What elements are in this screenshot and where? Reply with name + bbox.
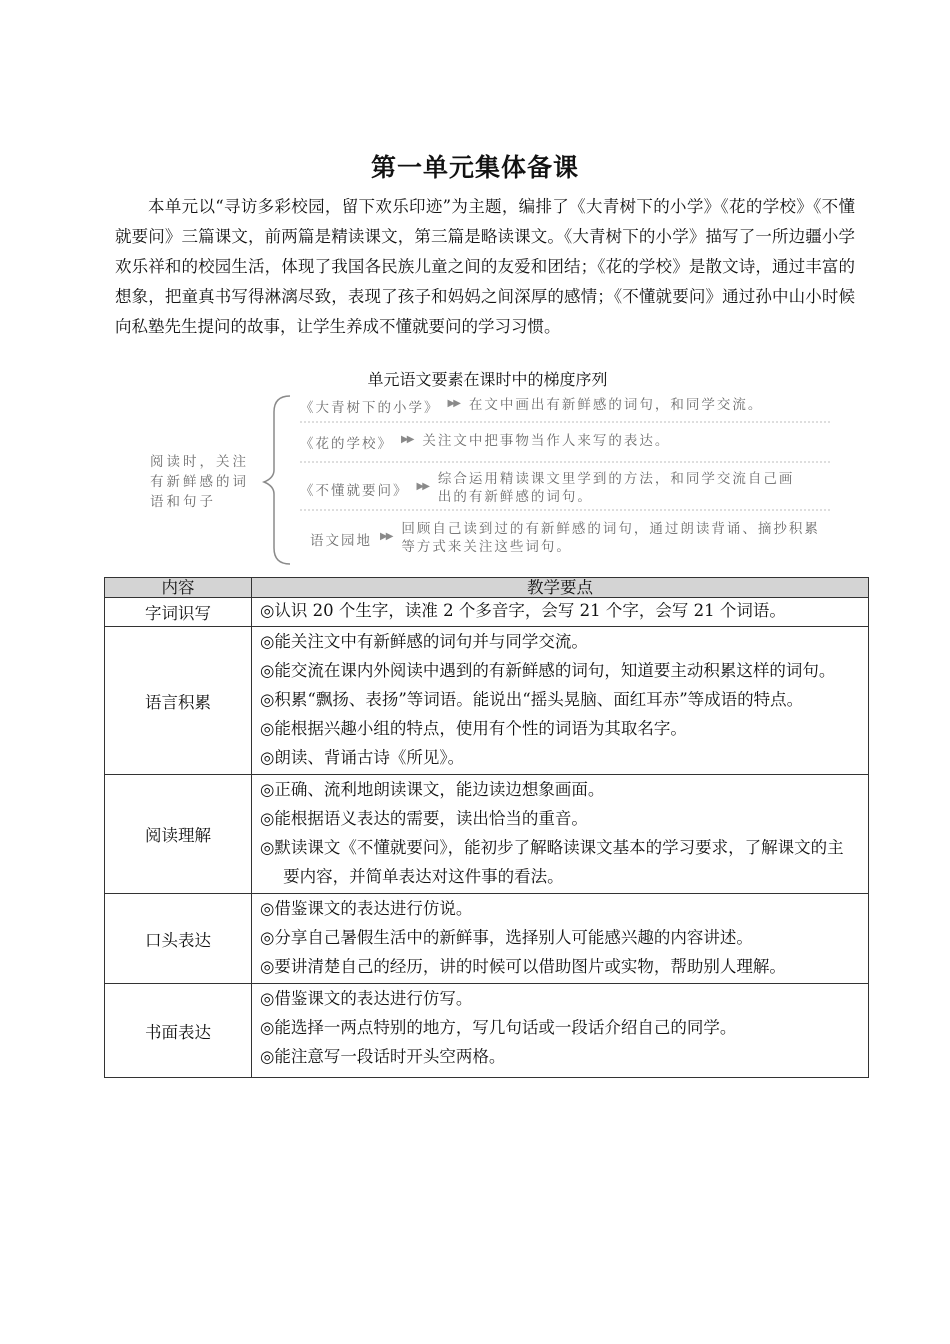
figure-desc: 关注文中把事物当作人来写的表达。 xyxy=(422,433,671,449)
row-category: 书面表达 xyxy=(105,984,252,1078)
table-row xyxy=(105,894,869,984)
figure-row xyxy=(300,432,670,452)
teaching-point: ◎默读课文《不懂就要问》，能初步了解略读课文基本的学习要求，了解课文的主要内容，并简单表达对这件事的看法。 xyxy=(260,838,844,886)
figure-row xyxy=(300,520,821,556)
row-points xyxy=(252,894,869,984)
teaching-point: ◎借鉴课文的表达进行仿写。 xyxy=(260,989,473,1008)
teaching-point: ◎能根据兴趣小组的特点，使用有个性的词语为其取名字。 xyxy=(260,719,687,738)
teaching-point: ◎能选择一两点特别的地方，写几句话或一段话介绍自己的同学。 xyxy=(260,1018,737,1037)
table-row xyxy=(105,984,869,1078)
header-content: 内容 xyxy=(105,578,252,598)
table-row xyxy=(105,627,869,775)
teaching-point: ◎分享自己暑假生活中的新鲜事，选择别人可能感兴趣的内容讲述。 xyxy=(260,928,753,947)
row-points xyxy=(252,598,869,627)
arrow-icon: ▶▶ xyxy=(447,398,459,409)
figure-row xyxy=(300,396,763,416)
teaching-point: ◎能注意写一段话时开头空两格。 xyxy=(260,1047,506,1066)
gradient-sequence-figure xyxy=(140,390,840,565)
teaching-point: ◎能根据语义表达的需要，读出恰当的重音。 xyxy=(260,809,588,828)
figure-desc: 回顾自己读到过的有新鲜感的词句，通过朗读背诵、摘抄积累等方式来关注这些词句。 xyxy=(401,521,820,555)
teaching-point: ◎朗读、背诵古诗《所见》。 xyxy=(260,748,465,767)
table-row xyxy=(105,598,869,627)
row-category: 口头表达 xyxy=(105,894,252,984)
arrow-icon: ▶▶ xyxy=(380,531,392,542)
curly-brace xyxy=(264,396,290,564)
teaching-point: ◎积累“飘扬、表扬”等词语。能说出“摇头晃脑、面红耳赤”等成语的特点。 xyxy=(260,690,804,709)
table-header-row xyxy=(105,578,869,598)
teaching-point: ◎能关注文中有新鲜感的词句并与同学交流。 xyxy=(260,632,588,651)
arrow-icon: ▶▶ xyxy=(401,434,413,445)
row-points xyxy=(252,627,869,775)
page-title: 第一单元集体备课 xyxy=(370,153,579,182)
figure-desc: 在文中画出有新鲜感的词句，和同学交流。 xyxy=(468,397,764,413)
row-category: 字词识写 xyxy=(105,598,252,627)
figure-lesson: 语文园地 xyxy=(310,533,372,549)
row-category: 阅读理解 xyxy=(105,775,252,894)
figure-lesson: 《不懂就要问》 xyxy=(300,483,409,499)
row-points xyxy=(252,984,869,1078)
figure-lesson: 《花的学校》 xyxy=(300,436,393,452)
arrow-icon: ▶▶ xyxy=(416,481,428,492)
teaching-point: ◎认识 20 个生字，读准 2 个多音字，会写 21 个字，会写 21 个词语。 xyxy=(260,601,786,620)
header-key-points: 教学要点 xyxy=(252,578,869,598)
teaching-point: ◎正确、流利地朗读课文，能边读边想象画面。 xyxy=(260,780,605,799)
teaching-point: ◎要讲清楚自己的经历，讲的时候可以借助图片或实物，帮助别人理解。 xyxy=(260,957,786,976)
figure-lesson: 《大青树下的小学》 xyxy=(300,400,440,416)
intro-paragraph: 本单元以“寻访多彩校园，留下欢乐印迹”为主题，编排了《大青树下的小学》《花的学校》《不懂就要问》三篇课文，前两篇是精读课文，第三篇是略读课文。《大青树下的小学》描写了一所边疆小学欢乐祥和的校园生活，体现了我国各民族儿童之间的友爱和团结；《花的学校》是散文诗，通过丰富的想象，把童真书写得淋漓尽致，表现了孩子和妈妈之间深厚的感情；《不懂就要问》通过孙中山小时候向私塾先生提问的故事，让学生养成不懂就要问的学习习惯。 xyxy=(115,197,855,336)
teaching-point: ◎借鉴课文的表达进行仿说。 xyxy=(260,899,473,918)
row-points xyxy=(252,775,869,894)
figure-left-label: 阅读时，关注有新鲜感的词语和句子 xyxy=(150,454,249,510)
figure-caption: 单元语文要素在课时中的梯度序列 xyxy=(367,370,608,389)
table-row xyxy=(105,775,869,894)
row-category: 语言积累 xyxy=(105,627,252,775)
teaching-point: ◎能交流在课内外阅读中遇到的有新鲜感的词句，知道要主动积累这样的词句。 xyxy=(260,661,836,680)
figure-row xyxy=(300,470,808,506)
figure-desc: 综合运用精读课文里学到的方法，和同学交流自己画出的有新鲜感的词句。 xyxy=(437,471,795,505)
teaching-points-table xyxy=(104,577,869,1078)
